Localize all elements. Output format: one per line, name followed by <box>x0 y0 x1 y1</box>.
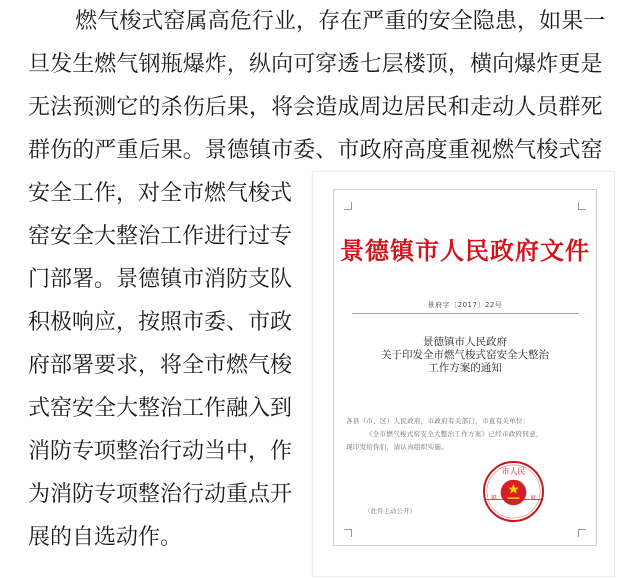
article-paragraph-wrapped <box>28 172 308 559</box>
title-line: 关于印发全市燃气梭式窑安全大整治 <box>381 349 549 361</box>
text-line: 燃气梭式窑属高危行业，存在严重的安全隐患，如果一 <box>75 9 606 34</box>
crop-mark-icon <box>578 202 586 210</box>
document-title <box>334 336 596 375</box>
text-line: 旦发生燃气钢瓶爆炸，纵向可穿透七层楼顶，横向爆炸更是 <box>28 52 603 77</box>
text-line: 府部署要求，将全市燃气梭 <box>28 353 293 378</box>
crop-mark-icon <box>578 529 586 537</box>
text-line: 无法预测它的杀伤后果，将会造成周边居民和走动人员群死 <box>28 95 603 120</box>
text-line: 门部署。景德镇市消防支队 <box>28 267 293 292</box>
text-line: 安全工作，对全市燃气梭式 <box>28 181 293 206</box>
official-seal-icon <box>482 460 545 523</box>
document-body <box>346 415 586 454</box>
crop-mark-icon <box>344 202 352 210</box>
svg-text:府: 府 <box>530 495 537 502</box>
document-page <box>333 189 597 546</box>
title-line: 景德镇市人民政府 <box>423 336 507 348</box>
text-line: 积极响应，按照市委、市政 <box>28 310 293 335</box>
document-red-header: 景德镇市人民政府文件 <box>340 237 590 265</box>
body-line: 各县（市、区）人民政府，市政府有关部门，市直有关单位： <box>346 417 530 425</box>
text-line: 式窑安全大整治工作融入到 <box>28 396 293 421</box>
svg-text:镇: 镇 <box>490 495 497 502</box>
article-paragraph-top <box>28 0 628 172</box>
text-line: 消防专项整治行动当中，作 <box>28 439 293 464</box>
body-line: 《全市燃气梭式窑安全大整治工作方案》已经市政府同意， <box>366 430 543 438</box>
text-line: 为消防专项整治行动重点开 <box>28 482 293 507</box>
document-footnote: （此件主动公开） <box>364 507 416 515</box>
crop-mark-icon <box>344 529 352 537</box>
text-line: 群伤的严重后果。景德镇市委、市政府高度重视燃气梭式窑 <box>28 138 603 163</box>
text-line: 窑安全大整治工作进行过专 <box>28 224 293 249</box>
government-document-image <box>312 171 615 577</box>
body-line: 现印发给你们，请认真组织实施。 <box>346 443 448 451</box>
text-line: 展的自选动作。 <box>28 525 183 550</box>
document-number: 景府字〔2017〕22号 <box>427 301 503 309</box>
svg-text:市人民: 市人民 <box>501 466 526 476</box>
red-divider-line <box>352 313 579 314</box>
title-line: 工作方案的通知 <box>428 362 502 374</box>
